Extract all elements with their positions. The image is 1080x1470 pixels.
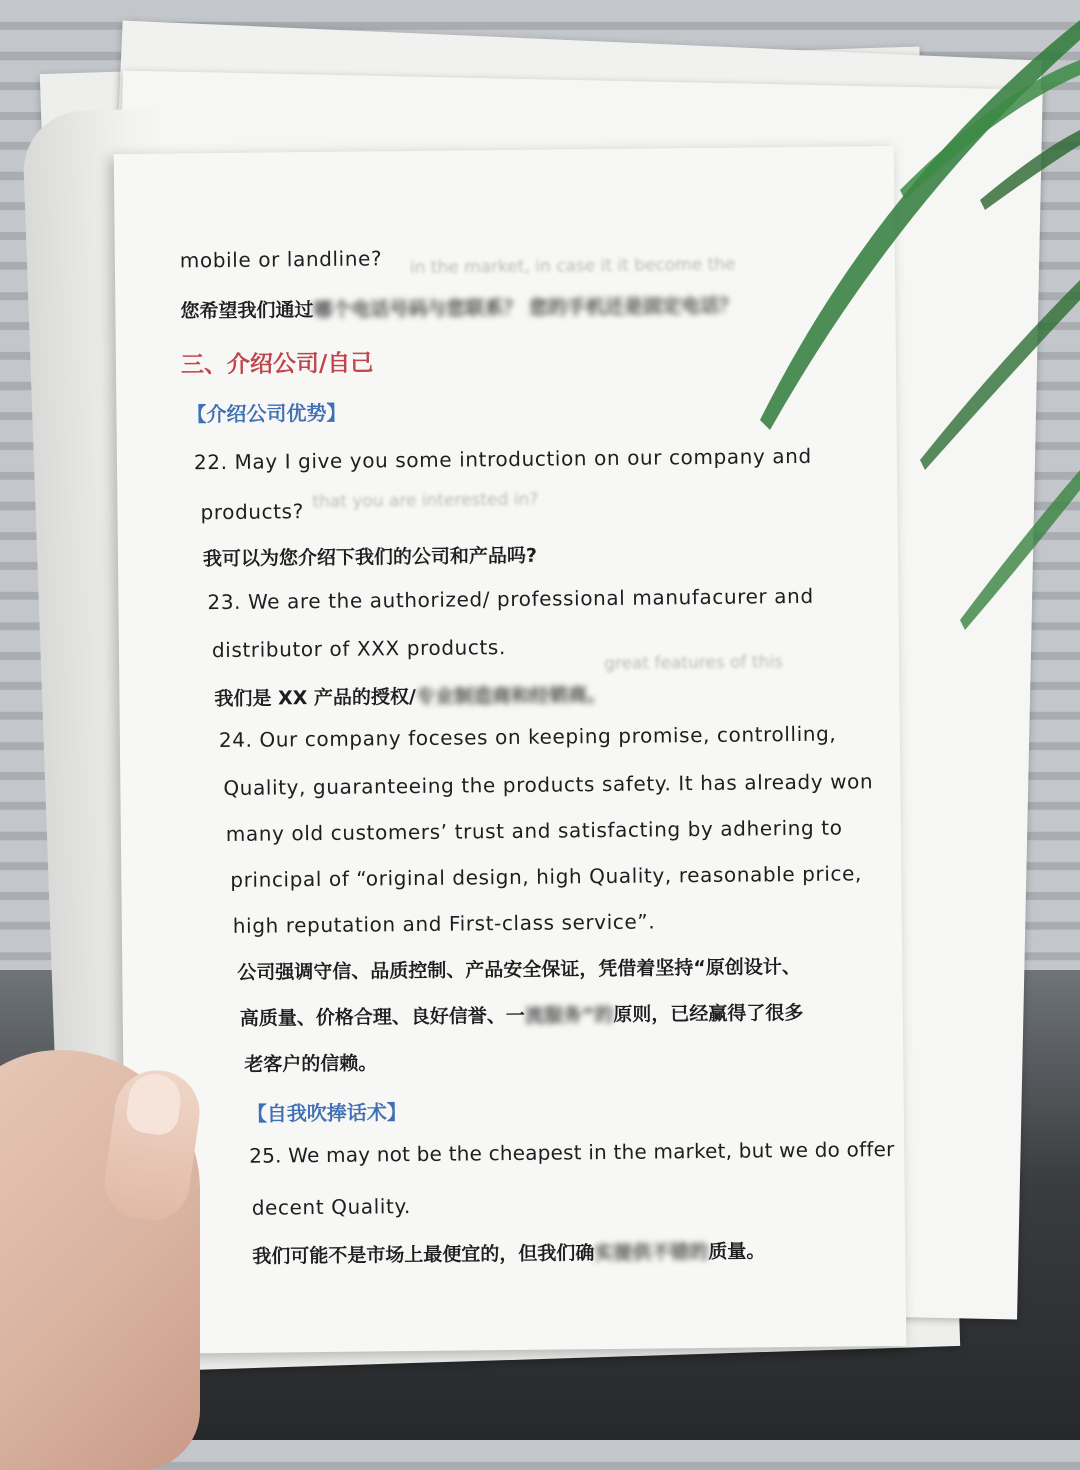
text-fragment: 您希望我们通过 [180, 299, 314, 323]
question-24-zh: 公司强调守信、品质控制、产品安全保证，凭借着坚持“原创设计、 [237, 955, 801, 984]
question-24-en: 24. Our company foceses on keeping promise, controlling, [218, 721, 837, 753]
subheading-advantage: 【介绍公司优势】 [186, 400, 347, 427]
text-fragment: 我们可能不是市场上最便宜的，但我们确 [252, 1242, 595, 1268]
redacted-text: 专业制造商和经销商。 [415, 683, 607, 708]
question-23-en: 23. We are the authorized/ professional manufacurer and [207, 583, 814, 615]
question-23-zh [214, 680, 606, 711]
section-heading: 三、介绍公司/自己 [180, 350, 374, 379]
redacted-text: 流服务”的 [524, 1003, 614, 1027]
redacted-text: 哪个电话号码与您联系？ 您的手机还是固定电话？ [313, 294, 739, 322]
text-fragment: 原则，已经赢得了很多 [613, 1001, 804, 1026]
subheading-praise: 【自我吹捧话术】 [246, 1100, 407, 1126]
text-fragment: 质量。 [708, 1240, 766, 1263]
question-24-en: principal of “original design, high Quality, reasonable price, [230, 861, 863, 892]
question-24-en: high reputation and First-class service”. [232, 909, 656, 938]
show-through-text: great features of this [604, 652, 784, 675]
question-25-en: decent Quality. [251, 1194, 412, 1220]
show-through-text: in the market, in case it it become the [409, 254, 736, 279]
question-22-en: 22. May I give you some introduction on our company and [193, 443, 812, 475]
document-page [114, 146, 907, 1354]
document-content [179, 231, 895, 1268]
question-23-en: distributor of XXX products. [211, 635, 506, 663]
question-24-en: Quality, guaranteeing the products safety. It has already won [223, 769, 874, 801]
redacted-text: 实提供不错的 [594, 1240, 709, 1265]
question-24-en: many old customers’ trust and satisfacting by adhering to [225, 815, 843, 846]
question-22-en: products? [200, 499, 304, 525]
text-fragment: 高质量、价格合理、良好信誉、一 [239, 1004, 525, 1030]
show-through-text: that you are interested in? [312, 489, 539, 513]
question-24-zh: 老客户的信赖。 [244, 1052, 378, 1076]
question-25-zh [252, 1236, 765, 1268]
question-24-zh [240, 998, 804, 1031]
text-line: mobile or landline? [179, 246, 383, 273]
question-22-zh: 我可以为您介绍下我们的公司和产品吗? [202, 544, 538, 571]
text-line [180, 291, 738, 324]
text-fragment: 我们是 XX 产品的授权/ [214, 685, 417, 711]
question-25-en: 25. We may not be the cheapest in the market, but we do offer [249, 1136, 895, 1168]
